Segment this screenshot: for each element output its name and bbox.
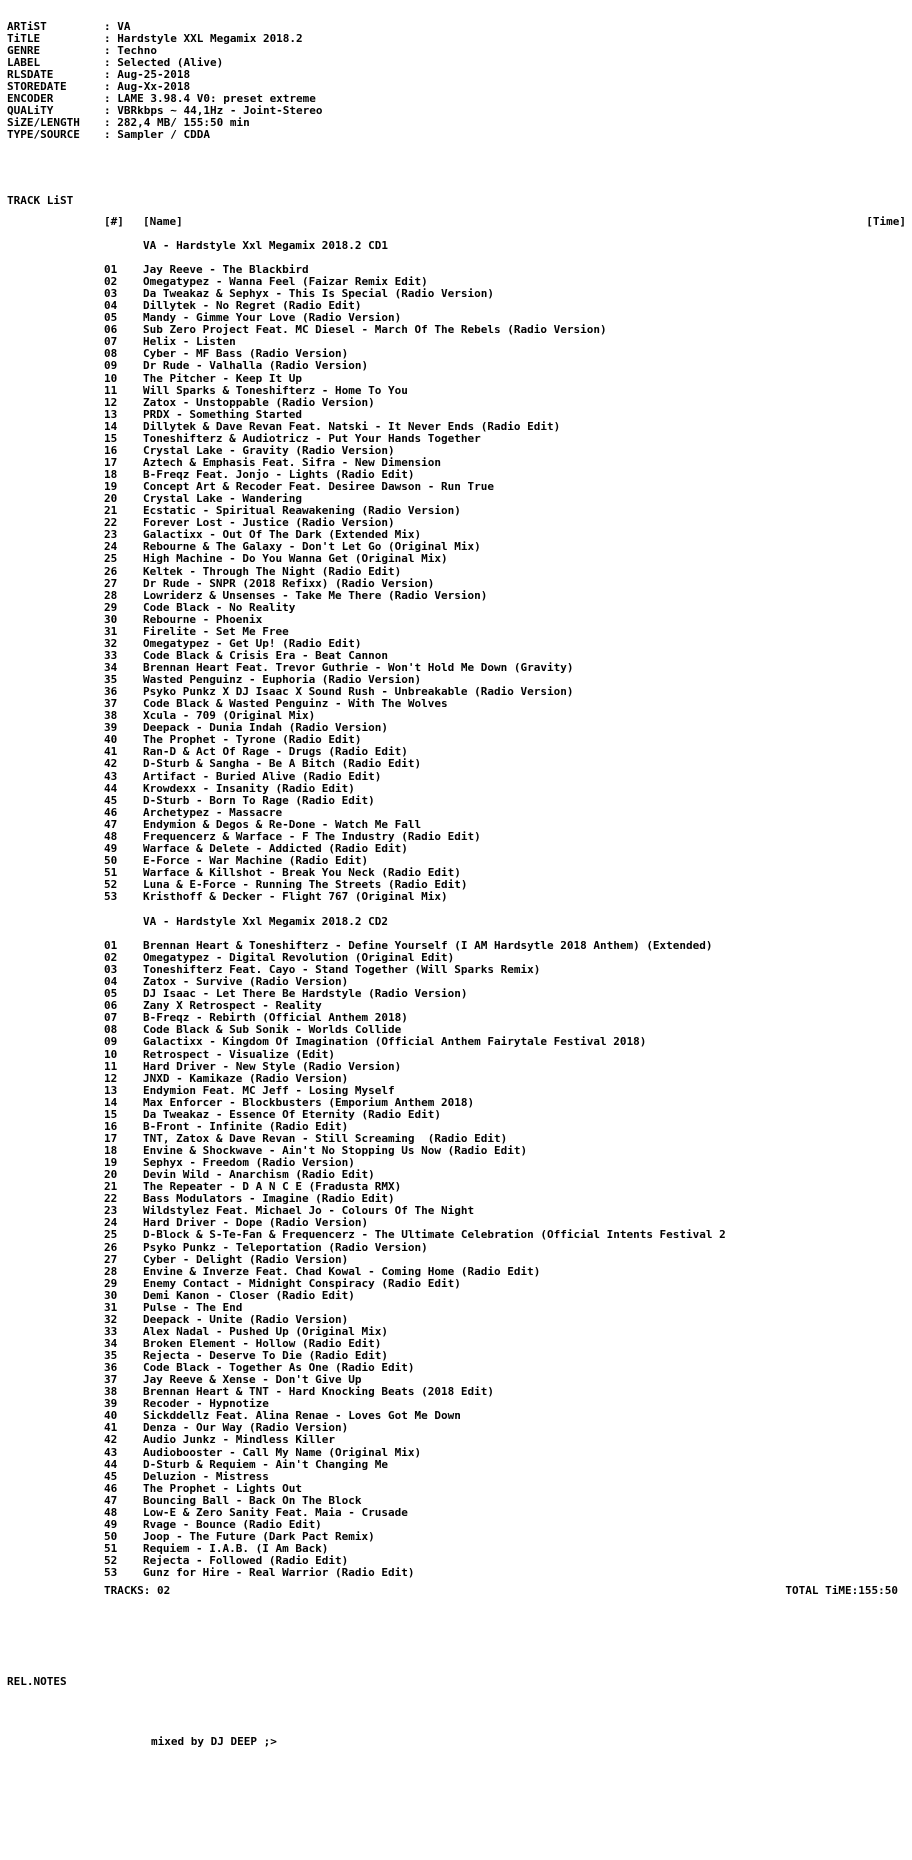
track-number: 22 [104,516,118,530]
track-number: 19 [104,480,118,494]
track-number: 13 [104,407,118,421]
track-title: The Pitcher - Keep It Up [143,371,302,385]
track-title: Envine & Shockwave - Ain't No Stopping Us Now (Radio Edit) [143,1144,528,1158]
track-number: 20 [104,492,118,506]
track-number: 49 [104,1517,118,1531]
track-number: 18 [104,468,118,482]
track-title: Max Enforcer - Blockbusters (Emporium Anthem 2018) [143,1095,475,1109]
track-title: Zatox - Unstoppable (Radio Version) [143,395,375,409]
track-title: D-Sturb & Requiem - Ain't Changing Me [143,1457,389,1471]
track-title: E-Force - War Machine (Radio Edit) [143,853,369,867]
track-number: 27 [104,1252,118,1266]
track-number: 24 [104,1216,118,1230]
track-title: Bass Modulators - Imagine (Radio Edit) [143,1192,395,1206]
track-title: Sephyx - Freedom (Radio Version) [143,1156,355,1170]
track-title: Warface & Delete - Addicted (Radio Edit) [143,841,408,855]
track-title: Broken Element - Hollow (Radio Edit) [143,1336,382,1350]
track-number: 19 [104,1156,118,1170]
track-title: Denza - Our Way (Radio Version) [143,1421,349,1435]
meta-key: LABEL [7,56,41,70]
track-number: 52 [104,878,118,892]
track-number: 12 [104,1071,118,1085]
track-number: 14 [104,1095,118,1109]
track-number: 38 [104,709,118,723]
track-number: 22 [104,1192,118,1206]
track-number: 26 [104,1240,118,1254]
track-number: 18 [104,1144,118,1158]
track-number: 52 [104,1554,118,1568]
track-number: 44 [104,781,118,795]
meta-value: : LAME 3.98.4 V0: preset extreme [104,92,316,106]
track-title: Crystal Lake - Gravity (Radio Version) [143,443,395,457]
meta-key: ENCODER [7,92,54,106]
meta-key: GENRE [7,44,41,58]
track-title: Zany X Retrospect - Reality [143,999,322,1013]
track-title: Code Black & Crisis Era - Beat Cannon [143,648,389,662]
track-number: 40 [104,733,118,747]
track-title: B-Front - Infinite (Radio Edit) [143,1119,349,1133]
tracklist-heading: TRACK LiST [7,194,74,207]
track-number: 10 [104,371,118,385]
track-title: Crystal Lake - Wandering [143,492,302,506]
track-title: Pulse - The End [143,1300,243,1314]
track-number: 07 [104,1011,118,1025]
track-title: TNT, Zatox & Dave Revan - Still Screaming (Radio Edit) [143,1131,508,1145]
col-num-header: [#] [104,215,124,228]
track-number: 37 [104,1373,118,1387]
track-number: 50 [104,1529,118,1543]
track-number: 33 [104,1324,118,1338]
track-number: 43 [104,769,118,783]
track-number: 15 [104,431,118,445]
track-title: Da Tweakaz - Essence Of Eternity (Radio Edit) [143,1107,442,1121]
track-title: Hard Driver - Dope (Radio Version) [143,1216,369,1230]
track-title: Cyber - MF Bass (Radio Version) [143,347,349,361]
track-title: Psyko Punkz X DJ Isaac X Sound Rush - Unbreakable (Radio Version) [143,685,574,699]
meta-value: : Sampler / CDDA [104,128,210,142]
track-title: Dillytek - No Regret (Radio Edit) [143,299,362,313]
track-title: Toneshifterz Feat. Cayo - Stand Together (Will Sparks Remix) [143,963,541,977]
track-number: 03 [104,287,118,301]
meta-key: TYPE/SOURCE [7,128,80,142]
track-number: 23 [104,528,118,542]
track-title: Rvage - Bounce (Radio Edit) [143,1517,322,1531]
track-title: Dr Rude - Valhalla (Radio Version) [143,359,369,373]
track-number: 23 [104,1204,118,1218]
track-title: Endymion Feat. MC Jeff - Losing Myself [143,1083,395,1097]
track-title: The Repeater - D A N C E (Fradusta RMX) [143,1180,402,1194]
track-number: 15 [104,1107,118,1121]
track-title: Rejecta - Followed (Radio Edit) [143,1554,349,1568]
track-number: 40 [104,1409,118,1423]
track-number: 47 [104,1493,118,1507]
meta-value: : Aug-Xx-2018 [104,80,191,94]
track-title: Enemy Contact - Midnight Conspiracy (Radio Edit) [143,1276,461,1290]
track-number: 24 [104,540,118,554]
track-number: 42 [104,1433,118,1447]
track-title: Wasted Penguinz - Euphoria (Radio Version) [143,673,422,687]
track-title: Zatox - Survive (Radio Version) [143,975,349,989]
meta-value: : Aug-25-2018 [104,68,191,82]
track-number: 02 [104,951,118,965]
track-number: 49 [104,841,118,855]
track-title: Frequencerz & Warface - F The Industry (Radio Edit) [143,829,481,843]
track-title: Xcula - 709 (Original Mix) [143,709,316,723]
track-title: D-Sturb & Sangha - Be A Bitch (Radio Edit) [143,757,422,771]
track-title: Lowriderz & Unsenses - Take Me There (Radio Version) [143,588,488,602]
track-title: Requiem - I.A.B. (I Am Back) [143,1542,329,1555]
track-number: 47 [104,817,118,831]
track-number: 20 [104,1168,118,1182]
track-number: 32 [104,636,118,650]
track-number: 28 [104,588,118,602]
track-number: 32 [104,1312,118,1326]
track-title: PRDX - Something Started [143,407,302,421]
track-number: 01 [104,263,118,276]
col-name-header: [Name] [143,215,183,228]
track-title: Envine & Inverze Feat. Chad Kowal - Coming Home (Radio Edit) [143,1264,541,1278]
track-number: 45 [104,793,118,807]
track-number: 26 [104,564,118,578]
track-number: 05 [104,987,118,1001]
track-number: 28 [104,1264,118,1278]
col-time-header: [Time] [866,215,906,228]
track-title: Endymion & Degos & Re-Done - Watch Me Fall [143,817,422,831]
meta-value: : Selected (Alive) [104,56,224,70]
track-number: 21 [104,504,118,518]
track-title: Sub Zero Project Feat. MC Diesel - March Of The Rebels (Radio Version) [143,323,607,337]
track-number: 48 [104,829,118,843]
track-title: Firelite - Set Me Free [143,624,289,638]
track-title: Jay Reeve & Xense - Don't Give Up [143,1373,362,1387]
track-title: Code Black - No Reality [143,600,296,614]
track-title: Deluzion - Mistress [143,1469,269,1483]
track-number: 39 [104,1397,118,1411]
track-title: Toneshifterz & Audiotricz - Put Your Hands Together [143,431,481,445]
tracks-count: TRACKS: 02 [104,1584,171,1597]
track-number: 06 [104,323,118,337]
track-title: Psyko Punkz - Teleportation (Radio Version) [143,1240,428,1254]
track-number: 17 [104,1131,118,1145]
track-number: 31 [104,624,118,638]
track-title: Da Tweakaz & Sephyx - This Is Special (Radio Version) [143,287,494,301]
track-title: D-Block & S-Te-Fan & Frequencerz - The Ultimate Celebration (Official Intents Festival 2 [143,1228,726,1242]
track-title: Jay Reeve - The Blackbird [143,263,309,276]
track-title: Code Black - Together As One (Radio Edit) [143,1361,415,1375]
track-number: 33 [104,648,118,662]
track-number: 51 [104,866,118,879]
track-title: Low-E & Zero Sanity Feat. Maia - Crusade [143,1505,408,1519]
track-number: 21 [104,1180,118,1194]
meta-key: TiTLE [7,32,41,46]
track-number: 29 [104,600,118,614]
track-title: Dillytek & Dave Revan Feat. Natski - It Never Ends (Radio Edit) [143,419,561,433]
track-title: B-Freqz Feat. Jonjo - Lights (Radio Edit) [143,468,415,482]
track-title: Omegatypez - Get Up! (Radio Edit) [143,636,362,650]
track-title: Warface & Killshot - Break You Neck (Radio Edit) [143,866,461,879]
track-number: 43 [104,1445,118,1459]
track-number: 11 [104,1059,118,1073]
track-number: 50 [104,853,118,867]
track-title: Brennan Heart Feat. Trevor Guthrie - Won't Hold Me Down (Gravity) [143,660,574,674]
track-number: 13 [104,1083,118,1097]
track-title: Galactixx - Kingdom Of Imagination (Official Anthem Fairytale Festival 2018) [143,1035,647,1049]
track-title: Rebourne - Phoenix [143,612,263,626]
track-number: 45 [104,1469,118,1483]
track-number: 09 [104,1035,118,1049]
track-number: 37 [104,697,118,711]
track-number: 07 [104,335,118,349]
track-number: 25 [104,1228,118,1242]
meta-value: : VBRkbps ~ 44,1Hz - Joint-Stereo [104,104,323,118]
track-title: Devin Wild - Anarchism (Radio Edit) [143,1168,375,1182]
cd-title: VA - Hardstyle Xxl Megamix 2018.2 CD1 [143,239,389,252]
track-number: 34 [104,1336,118,1350]
total-time: TOTAL TiME:155:50 [785,1584,898,1597]
track-title: Bouncing Ball - Back On The Block [143,1493,362,1507]
meta-value: : 282,4 MB/ 155:50 min [104,116,250,130]
track-title: Sickddellz Feat. Alina Renae - Loves Got Me Down [143,1409,461,1423]
track-number: 27 [104,576,118,590]
track-number: 46 [104,1481,118,1495]
track-number: 46 [104,805,118,819]
track-number: 44 [104,1457,118,1471]
track-title: DJ Isaac - Let There Be Hardstyle (Radio Version) [143,987,468,1001]
meta-key: SiZE/LENGTH [7,116,80,130]
track-title: Gunz for Hire - Real Warrior (Radio Edit) [143,1566,415,1580]
meta-value: : VA [104,20,131,33]
release-notes-text: mixed by DJ DEEP ;> [151,1735,277,1748]
track-number: 25 [104,552,118,566]
track-title: Demi Kanon - Closer (Radio Edit) [143,1288,355,1302]
track-number: 41 [104,1421,118,1435]
track-title: Wildstylez Feat. Michael Jo - Colours Of The Night [143,1204,475,1218]
track-title: Rejecta - Deserve To Die (Radio Edit) [143,1349,389,1363]
track-number: 35 [104,1349,118,1363]
track-title: JNXD - Kamikaze (Radio Version) [143,1071,349,1085]
track-title: Archetypez - Massacre [143,805,283,819]
track-title: Rebourne & The Galaxy - Don't Let Go (Original Mix) [143,540,481,554]
track-title: Audiobooster - Call My Name (Original Mix) [143,1445,422,1459]
track-number: 48 [104,1505,118,1519]
track-title: Kristhoff & Decker - Flight 767 (Original Mix) [143,890,448,904]
cd-title: VA - Hardstyle Xxl Megamix 2018.2 CD2 [143,915,389,928]
track-title: Recoder - Hypnotize [143,1397,269,1411]
track-title: Joop - The Future (Dark Pact Remix) [143,1529,375,1543]
track-title: Omegatypez - Wanna Feel (Faizar Remix Edit) [143,275,428,289]
track-title: Ran-D & Act Of Rage - Drugs (Radio Edit) [143,745,408,759]
track-number: 51 [104,1542,118,1555]
track-number: 05 [104,311,118,325]
track-title: Forever Lost - Justice (Radio Version) [143,516,395,530]
track-title: Concept Art & Recoder Feat. Desiree Dawson - Run True [143,480,494,494]
track-number: 04 [104,975,118,989]
track-title: Keltek - Through The Night (Radio Edit) [143,564,402,578]
meta-value: : Hardstyle XXL Megamix 2018.2 [104,32,303,46]
track-title: Galactixx - Out Of The Dark (Extended Mix) [143,528,422,542]
track-number: 10 [104,1047,118,1061]
track-number: 08 [104,347,118,361]
track-number: 08 [104,1023,118,1037]
track-title: Will Sparks & Toneshifterz - Home To You [143,383,408,397]
track-title: Hard Driver - New Style (Radio Version) [143,1059,402,1073]
track-title: High Machine - Do You Wanna Get (Original Mix) [143,552,448,566]
track-number: 14 [104,419,118,433]
release-notes-heading: REL.NOTES [7,1675,67,1688]
track-number: 36 [104,1361,118,1375]
track-title: Mandy - Gimme Your Love (Radio Version) [143,311,402,325]
track-title: Audio Junkz - Mindless Killer [143,1433,336,1447]
track-title: Aztech & Emphasis Feat. Sifra - New Dimension [143,455,442,469]
track-title: Dr Rude - SNPR (2018 Refixx) (Radio Version) [143,576,435,590]
track-title: Luna & E-Force - Running The Streets (Radio Edit) [143,878,468,892]
meta-key: ARTiST [7,20,47,33]
track-number: 02 [104,275,118,289]
track-number: 35 [104,673,118,687]
track-number: 06 [104,999,118,1013]
track-number: 31 [104,1300,118,1314]
track-number: 09 [104,359,118,373]
track-title: Brennan Heart & Toneshifterz - Define Yourself (I AM Hardsytle 2018 Anthem) (Extended) [143,939,713,952]
track-number: 38 [104,1385,118,1399]
track-title: Retrospect - Visualize (Edit) [143,1047,336,1061]
track-number: 04 [104,299,118,313]
track-title: Ecstatic - Spiritual Reawakening (Radio Version) [143,504,461,518]
track-number: 17 [104,455,118,469]
track-title: Code Black & Sub Sonik - Worlds Collide [143,1023,402,1037]
track-number: 42 [104,757,118,771]
track-number: 36 [104,685,118,699]
track-title: Artifact - Buried Alive (Radio Edit) [143,769,382,783]
track-number: 01 [104,939,118,952]
meta-key: RLSDATE [7,68,54,82]
track-title: Omegatypez - Digital Revolution (Original Edit) [143,951,455,965]
meta-value: : Techno [104,44,157,58]
track-title: Code Black & Wasted Penguinz - With The Wolves [143,697,448,711]
track-number: 39 [104,721,118,735]
track-title: D-Sturb - Born To Rage (Radio Edit) [143,793,375,807]
track-title: Deepack - Unite (Radio Version) [143,1312,349,1326]
track-number: 53 [104,890,118,904]
track-number: 11 [104,383,118,397]
track-number: 30 [104,1288,118,1302]
track-number: 03 [104,963,118,977]
track-title: Alex Nadal - Pushed Up (Original Mix) [143,1324,389,1338]
track-number: 30 [104,612,118,626]
track-title: Brennan Heart & TNT - Hard Knocking Beats (2018 Edit) [143,1385,494,1399]
track-number: 16 [104,1119,118,1133]
track-title: Helix - Listen [143,335,236,349]
track-number: 41 [104,745,118,759]
track-title: Cyber - Delight (Radio Version) [143,1252,349,1266]
track-title: The Prophet - Lights Out [143,1481,302,1495]
track-number: 29 [104,1276,118,1290]
meta-key: STOREDATE [7,80,67,94]
track-number: 53 [104,1566,118,1580]
track-title: B-Freqz - Rebirth (Official Anthem 2018) [143,1011,408,1025]
track-number: 12 [104,395,118,409]
track-title: Deepack - Dunia Indah (Radio Version) [143,721,389,735]
track-title: The Prophet - Tyrone (Radio Edit) [143,733,362,747]
track-number: 16 [104,443,118,457]
meta-key: QUALiTY [7,104,54,118]
track-number: 34 [104,660,118,674]
track-title: Krowdexx - Insanity (Radio Edit) [143,781,355,795]
